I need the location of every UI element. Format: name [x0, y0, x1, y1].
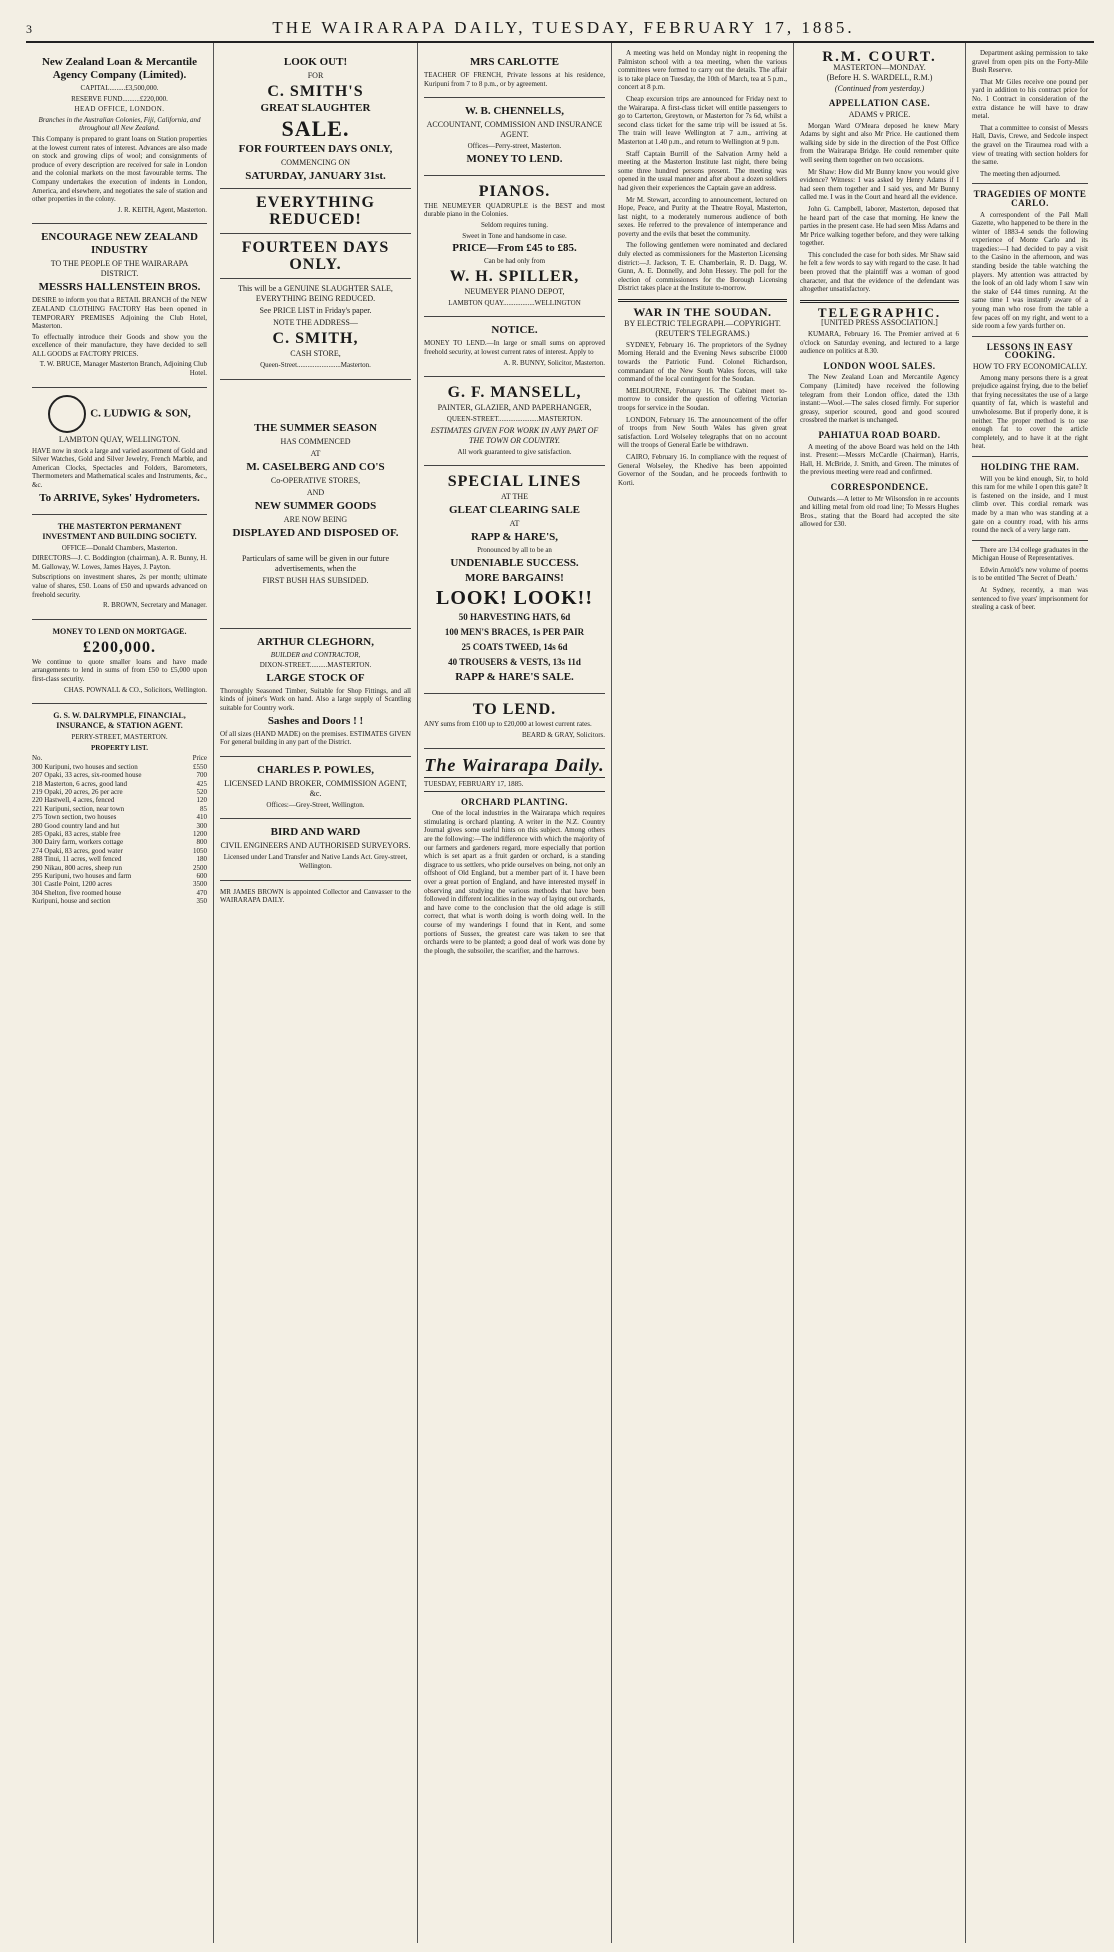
ad-genuine: This will be a GENUINE SLAUGHTER SALE, EVERYTHING BEING REDUCED. [238, 284, 393, 303]
ad-title: BIRD AND WARD [270, 826, 361, 839]
column-6: Department asking permission to take gravel from open pits on the Forty-Mile Bush Reserve. That Mr Giles receive one pound per yard in addition to his contract price for No. 1 Contract in consideration of the extra distance he will have to draw metal. That a committee to consist of Messrs Hall, Davis, Crewe, and Sedcole inspect the gravel on the Tiraumea road with a view of treating with section holders for the same. The meeting then adjourned. TRAGEDIES OF MONTE CARLO. A correspondent of the Pall Mall Gazette, who happened to be there in the winter of 1883-4 sends the following experience of Monte Carlo and its tragedies:—I had decided to pay a visit to the Casino in the afternoon, and was standing beside the table watching the players. My attention was attracted by the look of an old lady whom I saw win the stake of £44 times running. At the same time I was instantly aware of a young man who rose from the table a few paces off on my right, and went to a side room a few yards further on. LESSONS IN EASY COOKING. HOW TO FRY ECONOMICALLY. Among many persons there is a great prejudice against frying, due to the belief that frying necessitates the use of a large quantity of fat, which is wasteful and unwholesome. But if properly done, it is neither. The proper method is to use enough fat to cover the article completely, and to have it at the right heat. HOLDING THE RAM. Will you be kind enough, Sir, to hold this ram for me while I open this gate? It is fastened on the inside, and I must climb over. This cordial remark was made by a man who was standing at a gate on a country road, with his arms round the neck of a very large ram. There are 134 college graduates in the Michigan House of Representatives. Edwin Arnold's new volume of poems is to be entitled 'The Secret of Death.' At Sydney, recently, a man was sentenced to five years' imprisonment for stealing a cask of beer. [972, 49, 1088, 612]
column-5: R.M. COURT. MASTERTON—MONDAY. (Before H. S. WARDELL, R.M.) (Continued from yesterday.) APPELLATION CASE. ADAMS v PRICE. Morgan Ward O'Meara deposed he knew Mary Adams by sight and also Mr Price. He cautioned them walking side by side in the direction of the Post Office from the Wairarapa Bridge. He could remember quite well seeing them together on two occasions. Mr Shaw: How did Mr Bunny know you would give evidence? Witness: I was asked by Henry Adams if I had seen them together and I said yes, and Mr Bunny called me. I was in the Court and heard all the evidence. John G. Campbell, laborer, Masterton, deposed that he heard part of the case that morning. He knew the parties in the present case. He had seen Miss Adams and Mr Price walking together before, and they were talking together. This concluded the case for both sides. Mr Shaw said he felt a few words to say with regard to the case. It had been proved that the plaintiff was a woman of good character, and that the evidence of the defendant was altogether unsatisfactory. TELEGRAPHIC. [UNITED PRESS ASSOCIATION.] KUMARA, February 16. The Premier arrived at 6 o'clock on Saturday evening, and lectured to a large audience on politics at 8.30. LONDON WOOL SALES. The New Zealand Loan and Mercantile Agency Company (Limited) have received the following telegram from their London office, dated the 13th instant:—Wool.—The sales closed firmly. For superior greasy, superior scoured, good and good scoured crossbred the market is unchanged. PAHIATUA ROAD BOARD. A meeting of the above Board was held on the 14th inst. Present:—Messrs McCardle (Chairman), Harris, Hall, H. McBride, J. Smith, and Green. The minutes of the previous meeting were read and confirmed. CORRESPONDENCE. Outwards.—A letter to Mr Wilsonsfon in re accounts and killing metal from old road line; To Messrs Hughes Bros., stating that the Board had accepted the site allowed for £30. [794, 43, 966, 1943]
ad-reserve: RESERVE FUND..........£220,000. [71, 94, 168, 103]
ad-title: ENCOURAGE NEW ZEALAND INDUSTRY [41, 231, 198, 257]
ad-smith: C. SMITH'S [267, 83, 364, 100]
property-price: 1200 [193, 830, 207, 838]
property-item: 219 Opaki, 20 acres, 26 per acre [32, 787, 123, 796]
property-list-title: PROPERTY LIST. [91, 743, 148, 752]
ad-queen: Queen-Street.........................Masterton. [260, 361, 371, 369]
property-price: 2500 [193, 863, 207, 872]
local-news-item: Mr M. Stewart, according to announcement, lectured on Hope, Peace, and Purity at the Theatre Royal, Masterton, last night, to a moderately numerous audience of both sexes. He referred to the prevalence of intemperance and poverty and the evils that beset the community. [618, 195, 787, 238]
property-price: £550 [193, 762, 207, 771]
property-price: 85 [200, 804, 207, 813]
dateline: TUESDAY, FEBRUARY 17, 1885. [424, 777, 605, 792]
page-number: 3 [26, 22, 33, 36]
property-item: 274 Opaki, 83 acres, good water [32, 846, 123, 855]
ad-sign: CHAS. POWNALL & CO., Solicitors, Wellington. [64, 685, 207, 694]
property-item: 207 Opaki, 33 acres, six-roomed house [32, 771, 142, 780]
war-item: CAIRO, February 16. In compliance with the request of General Wolseley, the Khedive has been appointed Governor of the Soudan, and he proceeds forthwith to Korti. [618, 452, 787, 487]
ad-sub: To effectually introduce their Goods and show you the excellence of their manufacture, they have decided to sell ALL GOODS at FACTORY PRICES. [32, 332, 207, 358]
telegraphic-item: KUMARA, February 16. The Premier arrived at 6 o'clock on Saturday evening, and lectured to a large audience on politics at 8.30. [800, 330, 959, 356]
ad-body: DESIRE to inform you that a RETAIL BRANCH of the NEW ZEALAND CLOTHING FACTORY Has been opened in TEMPORARY PREMISES Adjoining the Club Hotel, Masterton. [32, 296, 207, 331]
property-row [32, 763, 207, 771]
ad-lookout: LOOK OUT! [283, 56, 348, 68]
ad-branches: Branches in the Australian Colonies, Fiji, California, and throughout all New Zealand. [38, 115, 201, 133]
ad-amount: £200,000. [83, 638, 156, 656]
ad-office: OFFICE—Donald Chambers, Masterton. [61, 543, 178, 552]
property-item: 288 Tinui, 11 acres, well fenced [32, 855, 122, 864]
ad-ward: BIRD AND WARD CIVIL ENGINEERS AND AUTHORISED SURVEYORS. Licensed under Land Transfer and Native Lands Act. Grey-street, Wellington. [220, 819, 411, 880]
wool-body: The New Zealand Loan and Mercantile Agency Company (Limited) have received the following telegram from their London office, dated the 13th instant:—Wool.—The sales closed firmly. For superior greasy, superior scoured, good and good scoured crossbred the market is unchanged. [800, 373, 959, 425]
ad-to-lend: TO LEND. ANY sums from £100 up to £20,000 at lowest current rates. BEARD & GRAY, Solicitors. [424, 694, 605, 749]
ad-sale: SALE. [281, 116, 350, 141]
ad-sign: T. W. BRUCE, Manager Masterton Branch, Adjoining Club Hotel. [39, 360, 207, 378]
ad-body: We continue to quote smaller loans and have made arrangements to lend in sums of from £50 to £5,000 upon first-class security. [32, 657, 207, 683]
column-3 [418, 43, 612, 1943]
column-1 [26, 43, 214, 1943]
lessons-body: Among many persons there is a great prejudice against frying, due to the belief that frying necessitates the use of a large quantity of fat, which is wasteful and unwholesome. But if properly done, it is neither. The proper method is to use enough fat to cover the article completely, and to have it at the right heat. [972, 373, 1088, 451]
local-news-item: Staff Captain Burrill of the Salvation Army held a meeting at the Masterton Institute last night, there being some three hundred persons present. The meeting was opened in the usual manner and after about a dozen soldiers had given their experiences the Captain gave an address. [618, 149, 787, 192]
property-price: 3500 [193, 880, 207, 889]
local-news-item: Cheap excursion trips are announced for Friday next to the Wairarapa. A first-class ticket will entitle passengers to go to Carterton, Greytown, or Masterton for 7s 6d, whilst a second class ticket for the same trip will be issued at 5s. The train will leave Wellington at 7 a.m., arriving at Masterton at 1.40 p.m., and return to Wellington at 9 p.m. [618, 94, 787, 146]
ad-title: New Zealand Loan & Mercantile Agency Company (Limited). [41, 56, 197, 81]
ad-particulars: Particulars of same will be given in our future advertisements, when the [241, 553, 390, 573]
property-price: 350 [196, 897, 207, 906]
ad-james-brown: MR JAMES BROWN is appointed Collector and Canvasser to the WAIRARAPA DAILY. [220, 887, 411, 905]
sale-item: 40 TROUSERS & VESTS, 13s 11d [448, 656, 581, 667]
property-item: Kuripuni, house and section [32, 897, 111, 906]
ad-directors: DIRECTORS—J. C. Boddington (chairman), A. R. Bunny, H. M. Galloway, W. Lowes, James Hayes, J. Payton. [32, 554, 207, 571]
property-price: 120 [196, 796, 207, 805]
ad-note: NOTE THE ADDRESS— [273, 318, 358, 327]
court-paragraph: This concluded the case for both sides. Mr Shaw said he felt a few words to say with regard to the case. It had been proved that the plaintiff was a woman of good character, and that the evidence of the defendant was altogether unsatisfactory. [800, 250, 959, 294]
sale-item: 50 HARVESTING HATS, 6d [458, 611, 571, 622]
property-row [32, 838, 207, 846]
property-row [32, 805, 207, 813]
rapp-items [424, 611, 605, 669]
ad-days: FOR FOURTEEN DAYS ONLY, [238, 143, 393, 155]
ad-money-to-lend [32, 620, 207, 704]
ad-arrive: To ARRIVE, Sykes' Hydrometers. [39, 491, 200, 504]
ad-pricelist: See PRICE LIST in Friday's paper. [259, 306, 372, 315]
property-item: 290 Nikau, 800 acres, sheep run [32, 863, 123, 872]
ad-sign: R. BROWN, Secretary and Manager. [103, 601, 207, 610]
ad-building-society [32, 515, 207, 620]
article-heading: ORCHARD PLANTING. [460, 796, 568, 807]
newspaper-flag: The Wairarapa Daily. [424, 755, 605, 776]
ad-body: This Company is prepared to grant loans on Station properties at the lowest current rates of interest. Advances are also made on stock and growing clips of wool; and consignments of produce of every description are received for sale in London and the colonial markets on the most favourable terms. The Company undertakes the execution of indents in London, America, and elsewhere, and negotiates the sale of station and other properties in the colony. [32, 134, 207, 204]
ad-notice: NOTICE. MONEY TO LEND.—In large or small sums on approved freehold security, at lowest current rates of interest. Apply to A. R. BUNNY, Solicitor, Masterton. [424, 317, 605, 377]
ad-caselberg: THE SUMMER SEASON HAS COMMENCED AT M. CASELBERG AND CO'S Co-OPERATIVE STORES, AND NEW SUMMER GOODS ARE NOW BEING DISPLAYED AND DISPOSED OF. Particulars of same will be given in our future advertisements, when the FIRST BUSH HAS SUBSIDED. [220, 380, 411, 629]
property-item: 221 Kuripuni, section, near town [32, 804, 125, 813]
ad-to: TO THE PEOPLE OF THE WAIRARAPA DISTRICT. [50, 259, 189, 279]
property-item: 300 Dairy farm, workers cottage [32, 838, 124, 847]
telegraphic-heading: TELEGRAPHIC. [817, 304, 942, 320]
ad-powles: CHARLES P. POWLES, LICENSED LAND BROKER, COMMISSION AGENT, &c. Offices:—Grey-Street, Wellington. [220, 757, 411, 820]
property-item: 218 Masterton, 6 acres, good land [32, 779, 128, 788]
property-price: 180 [196, 855, 207, 864]
war-item: MELBOURNE, February 16. The Cabinet meet to-morrow to consider the question of offering Victorian troops for service in the Soudan. [618, 386, 787, 412]
ad-firm: MESSRS HALLENSTEIN BROS. [38, 281, 201, 294]
ad-mansell: G. F. MANSELL, PAINTER, GLAZIER, AND PAPERHANGER, QUEEN-STREET.......................MASTERTON. ESTIMATES GIVEN FOR WORK IN ANY PART OF THE TOWN OR COUNTRY. All work guaranteed to give satisfaction. [424, 377, 605, 466]
ad-agent: J. R. KEITH, Agent, Masterton. [117, 205, 207, 214]
ad-store: CASH STORE, [290, 349, 341, 358]
ad-rapp-hare: SPECIAL LINES AT THE GLEAT CLEARING SALE AT RAPP & HARE'S, Pronounced by all to be an UNDENIABLE SUCCESS. MORE BARGAINS! LOOK! LOOK!! 50 HARVESTING HATS, 6d 100 MEN'S BRACES, 1s PER PAIR 25 COATS TWEED, 14s 6d 40 TROUSERS & VESTS, 13s 11d RAPP & HARE'S SALE. [424, 466, 605, 694]
ad-sashes: Sashes and Doors ! ! [267, 714, 364, 727]
ad-smith-sale: LOOK OUT! FOR C. SMITH'S GREAT SLAUGHTER SALE. FOR FOURTEEN DAYS ONLY, COMMENCING ON SATURDAY, JANUARY 31st. EVERYTHING REDUCED! FOURTEEN DAYS ONLY. This will be a GENUINE SLAUGHTER SALE, EVERYTHING BEING REDUCED. See PRICE LIST in Friday's paper. NOTE THE ADDRESS— C. SMITH, CASH STORE, Queen-Street.........................Masterton. [220, 49, 411, 380]
property-item: 304 Shelton, five roomed house [32, 888, 122, 897]
ram-heading: HOLDING THE RAM. [980, 461, 1080, 472]
property-item: 300 Kuripuni, two houses and section [32, 762, 138, 771]
property-row [32, 864, 207, 872]
property-row [32, 872, 207, 880]
ludwig-logo-icon [48, 395, 86, 433]
ad-newgoods: NEW SUMMER GOODS [254, 499, 377, 512]
property-price: 800 [196, 838, 207, 847]
page-title: THE WAIRARAPA DAILY, TUESDAY, FEBRUARY 17, 1885. [272, 18, 855, 37]
ad-nz-loan [32, 49, 207, 224]
article-body: One of the local industries in the Wairarapa which requires stimulating is orchard planting. A writer in the N.Z. Country Journal gives some useful hints on this subject. Among others are the following:—The indifference with which the majority of our farmers and gardeners regard, more especially that portion which is set apart as a fruit garden or orchard, is a standing disgrace to us settlers, who pride ourselves on being, not only an offshoot of Old England, but a member part of it. I have been over a great portion of England, and have interested myself in observing and studying the various methods that have been followed in different localities in the way of laying out orchards, and have come to the conclusion that the old adage is still correct, that what is worth doing is worth doing well. In the course of my wanderings I found that in Kent, and some portions of Sussex, the greatest care was taken to see that orchards were to be planted; a good deal of work was done by the plough, the subsoiler, the scarifier, and the harrows. [424, 809, 605, 955]
property-price: 520 [196, 787, 207, 796]
war-heading: WAR IN THE SOUDAN. [633, 305, 772, 320]
ad-chennells: W. B. CHENNELLS, ACCOUNTANT, COMMISSION AND INSURANCE AGENT. Offices—Perry-street, Masterton. MONEY TO LEND. [424, 98, 605, 176]
property-list [32, 763, 207, 906]
ad-office: HEAD OFFICE, LONDON. [74, 105, 165, 114]
ad-ludwig [32, 388, 207, 515]
column-2 [214, 43, 418, 1943]
property-price: 1050 [193, 846, 207, 855]
property-price: 600 [196, 872, 207, 881]
property-row [32, 788, 207, 796]
ad-place: PERRY-STREET, MASTERTON. [71, 733, 168, 742]
ad-great: GREAT SLAUGHTER [260, 102, 371, 114]
property-item: 275 Town section, two houses [32, 813, 117, 822]
property-price: 425 [196, 779, 207, 788]
ad-title: G. S. W. DALRYMPLE, FINANCIAL, INSURANCE, & STATION AGENT. [53, 711, 186, 731]
ad-fourteen: FOURTEEN DAYS ONLY. [241, 239, 390, 273]
local-news-item: The following gentlemen were nominated and declared duly elected as commissioners for the Masterton Licensing district:—J. Jackson, T. E. Chamberlain, R. D. Dagg, W. Gunn, A. E. Donnelly, and John Hessey. The poll for the election of commissioners for the Borough Licensing District takes place at the Institute to-morrow. [618, 241, 787, 293]
ad-title: CHARLES P. POWLES, [257, 763, 374, 776]
tragedies-heading: TRAGEDIES OF MONTE CARLO. [973, 189, 1087, 208]
ad-title: THE MASTERTON PERMANENT INVESTMENT AND BUILDING SOCIETY. [42, 521, 197, 541]
pahiatua-body: A meeting of the above Board was held on the 14th inst. Present:—Messrs McCardle (Chairman), Harris, Hall, H. McBride, J. Smith, and Green. The minutes of the previous meeting were read and confirmed. [800, 442, 959, 477]
ad-smith2: C. SMITH, [272, 330, 359, 347]
tragedies-body: A correspondent of the Pall Mall Gazette, who happened to be there in the winter of 1883-4 sends the following experience of Monte Carlo and its tragedies:—I had decided to pay a visit to the Casino in the afternoon, and was standing beside the table watching the players. My attention was attracted by the look of an old lady whom I saw win the stake of £44 times running. At the same time I was instantly aware of a young man who rose from the table a few paces off on my right, and went to a side room a few yards further on. [972, 210, 1088, 331]
property-item: 295 Kuripuni, two houses and farm [32, 872, 132, 881]
property-price: 410 [196, 813, 207, 822]
ad-displayed: DISPLAYED AND DISPOSED OF. [232, 526, 399, 539]
ad-carlotte: MRS CARLOTTE TEACHER OF FRENCH, Private lessons at his residence, Kuripuni from 7 to 8 p.m., or by agreement. [424, 49, 605, 98]
ad-encourage [32, 224, 207, 387]
property-row [32, 780, 207, 788]
ad-pianos: PIANOS. THE NEUMEYER QUADRUPLE is the BEST and most durable piano in the Colonies. Seldom requires tuning. Sweet in Tone and handsome in case. PRICE—From £45 to £85. Can be had only from W. H. SPILLER, NEUMEYER PIANO DEPOT, LAMBTON QUAY..................WELLINGTON [424, 176, 605, 318]
ad-reduced: EVERYTHING REDUCED! [256, 194, 375, 228]
editorial [424, 755, 605, 955]
ad-capital: CAPITAL.........£3,500,000. [80, 84, 159, 92]
ad-caselberg-name: M. CASELBERG AND CO'S [246, 460, 385, 473]
ad-title: ARTHUR CLEGHORN, [257, 635, 374, 648]
sale-item: 100 MEN'S BRACES, 1s PER PAIR [444, 626, 585, 637]
masthead [26, 18, 1094, 43]
property-item: 301 Castle Point, 1200 acres [32, 880, 112, 889]
property-row [32, 813, 207, 821]
lessons-heading: LESSONS IN EASY COOKING. [986, 341, 1074, 361]
court-paragraph: John G. Campbell, laborer, Masterton, deposed that he heard part of the case that morning. He knew the parties in the present case. He had seen Miss Adams and Mr Price walking together before, and they were talking together. [800, 204, 959, 248]
property-row [32, 830, 207, 838]
property-price: 470 [196, 888, 207, 897]
ad-body: HAVE now in stock a large and varied assortment of Gold and Silver Watches, Gold and Silver Jewelry, French Marble, and American Clocks, Spectacles and Folders, Barometers, Thermometers and Mathematical scales and Instruments, &c., &c. [32, 446, 207, 490]
columns [26, 43, 1094, 1943]
property-row [32, 796, 207, 804]
property-item: 285 Opaki, 83 acres, stable free [32, 830, 121, 838]
sale-item: 25 COATS TWEED, 14s 6d [461, 641, 568, 652]
correspondence-body: Outwards.—A letter to Mr Wilsonsfon in re accounts and killing metal from old road line; To Messrs Hughes Bros., stating that the Board had accepted the site allowed for £30. [800, 494, 959, 529]
property-row [32, 855, 207, 863]
property-row [32, 847, 207, 855]
war-item: SYDNEY, February 16. The proprietors of the Sydney Morning Herald and the Evening News subscribe £1000 towards the Patriotic Fund. Colonel Richardson, commandant of the New South Wales forces, will take command of the local contingent for the Soudan. [618, 340, 787, 384]
local-news-item: A meeting was held on Monday night in reopening the Palmiston school with a tea meeting, when the various committees were formed to carry out the details. The affair is to take place on Tuesday, the 10th of March, tea at 5 p.m., concert at 8 p.m. [618, 49, 787, 92]
ad-place: LAMBTON QUAY, WELLINGTON. [58, 434, 181, 444]
ad-title: MONEY TO LEND ON MORTGAGE. [52, 626, 187, 636]
column-4: A meeting was held on Monday night in reopening the Palmiston school with a tea meeting, when the various committees were formed to carry out the details. The affair is to take place on Tuesday, the 10th of March, tea at 5 p.m., concert at 8 p.m. Cheap excursion trips are announced for Friday next to the Wairarapa. A first-class ticket will entitle passengers to go to Carterton, Greytown, or Masterton for 7s 6d, whilst a second class ticket for the same trip will be issued at 5s. The train will leave Wellington at 7 a.m., arriving at Masterton at 1.40 p.m., and return to Wellington at 9 p.m. Staff Captain Burrill of the Salvation Army held a meeting at the Masterton Institute last night, there being some three hundred persons present. The meeting was opened in the usual manner and after about a dozen soldiers had given their experiences the Captain gave an address. Mr M. Stewart, according to announcement, lectured on Hope, Peace, and Purity at the Theatre Royal, Masterton, last night, to a moderately numerous audience of both sexes. He referred to the prevalence of intemperance and poverty and the evils that beset the community. The following gentlemen were nominated and declared duly elected as commissioners for the Masterton Licensing district:—J. Jackson, T. E. Chamberlain, R. D. Dagg, W. Gunn, A. E. Donnelly, and John Hessey. The poll for the election of commissioners for the Borough Licensing District takes place at the Institute to-morrow. WAR IN THE SOUDAN. BY ELECTRIC TELEGRAPH.—COPYRIGHT. (REUTER'S TELEGRAMS.) SYDNEY, February 16. The proprietors of the Sydney Morning Herald and the Evening News subscribe £1000 towards the Patriotic Fund. Colonel Richardson, commandant of the New South Wales forces, will take command of the local contingent for the Soudan. MELBOURNE, February 16. The Cabinet meet to-morrow to consider the question of offering Victorian troops for service in the Soudan. LONDON, February 16. The announcement of the offer of troops from New South Wales has given great satisfaction. Lord Wolseley telegraphs that on no account will the troops of General Earle be withdrawn. CAIRO, February 16. In compliance with the request of General Wolseley, the Khedive has been appointed Governor of the Soudan, and he proceeds forthwith to Korti. [612, 43, 794, 1943]
property-price: 700 [196, 771, 207, 780]
property-list-header: No. Price [32, 754, 207, 763]
court-paragraph: Morgan Ward O'Meara deposed he knew Mary Adams by sight and also Mr Price. He cautioned them walking side by side in the direction of the Post Office from the Wairarapa Bridge. He could remember quite well seeing them together on two occasions. [800, 121, 959, 164]
property-row [32, 897, 207, 905]
property-row [32, 889, 207, 897]
ad-firstbush: FIRST BUSH HAS SUBSIDED. [262, 575, 369, 585]
property-item: 280 Good country land and hut [32, 821, 120, 830]
ad-title: C. LUDWIG & SON, [90, 407, 191, 420]
ram-body: Will you be kind enough, Sir, to hold this ram for me while I open this gate? It is fastened on the inside, and I must climb over. This cordial remark was made by a man who was standing at a gate on a country road, with his arms round the neck of a very large ram. [972, 474, 1088, 535]
property-item: 220 Hastwell, 4 acres, fenced [32, 796, 115, 805]
property-row [32, 822, 207, 830]
ad-body: Subscriptions on investment shares, 2s per month; ultimate value of shares, £50. Loans of £50 and upwards advanced on freehold security. [32, 573, 207, 599]
ad-cleghorn: ARTHUR CLEGHORN, BUILDER and CONTRACTOR, DIXON-STREET..........MASTERTON. LARGE STOCK OF Thoroughly Seasoned Timber, Suitable for Shop Fittings, and all kinds of joiner's Work on hand. Also a large supply of Scantling suitable for Country work. Sashes and Doors ! ! Of all sizes (HAND MADE) on the premises. ESTIMATES GIVEN For general building in any part of the District. [220, 629, 411, 757]
court-heading: R.M. COURT. [822, 49, 937, 65]
war-item: LONDON, February 16. The announcement of the offer of troops from New South Wales has given great satisfaction. Lord Wolseley telegraphs that on no account will the troops of General Earle be withdrawn. [618, 415, 787, 450]
property-row [32, 771, 207, 779]
court-paragraph: Mr Shaw: How did Mr Bunny know you would give evidence? Witness: I was asked by Henry Adams if I had seen them together and I said yes, and Mr Bunny called me. I was in the Court and heard all the evidence. [800, 167, 959, 202]
ad-dalrymple [32, 704, 207, 913]
property-row [32, 880, 207, 888]
ad-summer1: THE SUMMER SEASON [254, 421, 377, 434]
property-price: 300 [196, 821, 207, 830]
ad-date: SATURDAY, JANUARY 31st. [245, 170, 386, 182]
